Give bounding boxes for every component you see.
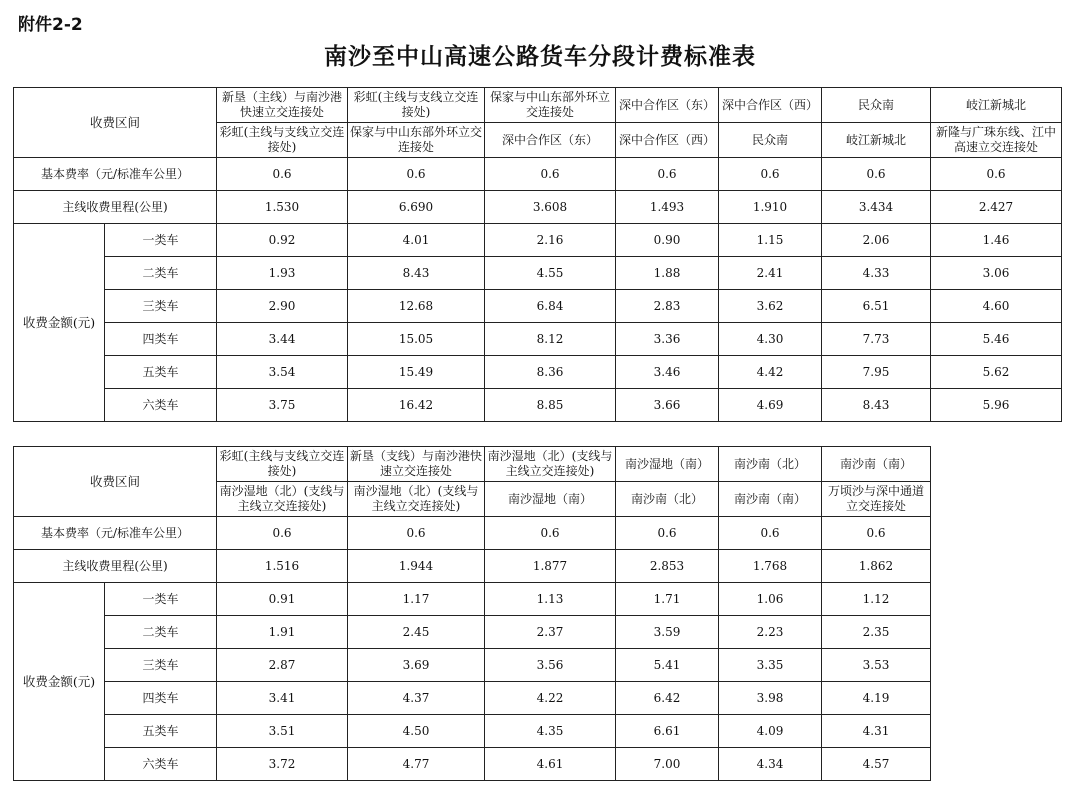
rate-row (14, 517, 931, 550)
mileage-cell: 1.910 (719, 191, 822, 224)
amount-cell: 4.09 (719, 715, 822, 748)
rate-cell: 0.6 (348, 517, 485, 550)
mileage-label: 主线收费里程(公里) (14, 550, 217, 583)
interval-label: 收费区间 (14, 447, 217, 517)
amount-cell: 2.23 (719, 616, 822, 649)
mileage-cell: 3.434 (822, 191, 931, 224)
amount-cell: 2.45 (348, 616, 485, 649)
amount-cell: 4.55 (485, 257, 616, 290)
amount-cell: 15.49 (348, 356, 485, 389)
amount-cell: 12.68 (348, 290, 485, 323)
class-row (14, 323, 1062, 356)
amount-cell: 7.73 (822, 323, 931, 356)
amount-cell: 1.88 (616, 257, 719, 290)
from-cell: 南沙湿地（北）(支线与主线立交连接处) (485, 447, 616, 482)
to-cell: 岐江新城北 (822, 123, 931, 158)
interval-label: 收费区间 (14, 88, 217, 158)
class-name: 一类车 (105, 224, 217, 257)
amount-cell: 5.41 (616, 649, 719, 682)
amount-label: 收费金额(元) (14, 224, 105, 422)
amount-cell: 4.42 (719, 356, 822, 389)
rate-cell: 0.6 (217, 517, 348, 550)
amount-cell: 4.31 (822, 715, 931, 748)
mileage-cell: 2.427 (931, 191, 1062, 224)
class-name: 三类车 (105, 649, 217, 682)
amount-cell: 4.30 (719, 323, 822, 356)
class-name: 三类车 (105, 290, 217, 323)
to-cell: 万顷沙与深中通道立交连接处 (822, 482, 931, 517)
rate-cell: 0.6 (616, 158, 719, 191)
amount-cell: 5.62 (931, 356, 1062, 389)
from-cell: 深中合作区（东） (616, 88, 719, 123)
class-row (14, 224, 1062, 257)
amount-cell: 5.46 (931, 323, 1062, 356)
class-name: 四类车 (105, 682, 217, 715)
amount-cell: 0.92 (217, 224, 348, 257)
from-cell: 彩虹(主线与支线立交连接处) (217, 447, 348, 482)
page-title: 南沙至中山高速公路货车分段计费标准表 (324, 43, 756, 70)
mileage-cell: 1.530 (217, 191, 348, 224)
mileage-cell: 1.944 (348, 550, 485, 583)
amount-cell: 6.51 (822, 290, 931, 323)
amount-cell: 3.56 (485, 649, 616, 682)
amount-cell: 1.93 (217, 257, 348, 290)
amount-cell: 3.44 (217, 323, 348, 356)
to-cell: 深中合作区（西） (616, 123, 719, 158)
rate-label: 基本费率（元/标准车公里） (14, 517, 217, 550)
mileage-cell: 1.493 (616, 191, 719, 224)
from-cell: 新垦（支线）与南沙港快速立交连接处 (348, 447, 485, 482)
class-name: 四类车 (105, 323, 217, 356)
from-cell: 深中合作区（西） (719, 88, 822, 123)
mileage-label: 主线收费里程(公里) (14, 191, 217, 224)
class-name: 五类车 (105, 356, 217, 389)
from-cell: 南沙南（南） (822, 447, 931, 482)
amount-cell: 3.66 (616, 389, 719, 422)
amount-cell: 3.54 (217, 356, 348, 389)
rate-cell: 0.6 (616, 517, 719, 550)
rate-cell: 0.6 (719, 158, 822, 191)
amount-cell: 15.05 (348, 323, 485, 356)
amount-cell: 1.15 (719, 224, 822, 257)
amount-cell: 3.46 (616, 356, 719, 389)
amount-cell: 3.36 (616, 323, 719, 356)
amount-cell: 1.91 (217, 616, 348, 649)
rate-cell: 0.6 (719, 517, 822, 550)
amount-cell: 4.60 (931, 290, 1062, 323)
to-cell: 民众南 (719, 123, 822, 158)
amount-cell: 2.83 (616, 290, 719, 323)
to-cell: 南沙湿地（北）(支线与主线立交连接处) (348, 482, 485, 517)
amount-cell: 1.13 (485, 583, 616, 616)
amount-cell: 4.37 (348, 682, 485, 715)
to-cell: 南沙湿地（南） (485, 482, 616, 517)
attachment-label: 附件2-2 (18, 15, 83, 35)
from-cell: 新垦（主线）与南沙港快速立交连接处 (217, 88, 348, 123)
rate-cell: 0.6 (822, 158, 931, 191)
amount-cell: 4.77 (348, 748, 485, 781)
amount-cell: 0.91 (217, 583, 348, 616)
toll-table-1 (13, 87, 1062, 422)
amount-cell: 4.69 (719, 389, 822, 422)
to-cell: 彩虹(主线与支线立交连接处) (217, 123, 348, 158)
mileage-cell: 1.516 (217, 550, 348, 583)
amount-cell: 4.34 (719, 748, 822, 781)
amount-cell: 3.51 (217, 715, 348, 748)
amount-cell: 3.72 (217, 748, 348, 781)
from-cell: 岐江新城北 (931, 88, 1062, 123)
rate-row (14, 158, 1062, 191)
to-cell: 南沙湿地（北）(支线与主线立交连接处) (217, 482, 348, 517)
amount-cell: 2.87 (217, 649, 348, 682)
class-row (14, 649, 931, 682)
amount-cell: 8.12 (485, 323, 616, 356)
amount-cell: 4.33 (822, 257, 931, 290)
class-row (14, 583, 931, 616)
amount-cell: 3.98 (719, 682, 822, 715)
amount-cell: 4.01 (348, 224, 485, 257)
amount-cell: 3.53 (822, 649, 931, 682)
amount-cell: 3.62 (719, 290, 822, 323)
class-name: 二类车 (105, 616, 217, 649)
amount-cell: 0.90 (616, 224, 719, 257)
to-cell: 保家与中山东部外环立交连接处 (348, 123, 485, 158)
amount-cell: 1.12 (822, 583, 931, 616)
amount-cell: 4.19 (822, 682, 931, 715)
rate-label: 基本费率（元/标准车公里） (14, 158, 217, 191)
class-row (14, 389, 1062, 422)
amount-cell: 1.46 (931, 224, 1062, 257)
from-cell: 保家与中山东部外环立交连接处 (485, 88, 616, 123)
rate-cell: 0.6 (485, 517, 616, 550)
rate-cell: 0.6 (217, 158, 348, 191)
amount-cell: 6.84 (485, 290, 616, 323)
mileage-row (14, 191, 1062, 224)
to-cell: 深中合作区（东） (485, 123, 616, 158)
mileage-cell: 2.853 (616, 550, 719, 583)
header-row-from (14, 88, 1062, 123)
class-name: 六类车 (105, 389, 217, 422)
mileage-cell: 1.877 (485, 550, 616, 583)
toll-table-2 (13, 446, 931, 781)
amount-cell: 8.43 (348, 257, 485, 290)
class-name: 二类车 (105, 257, 217, 290)
rate-cell: 0.6 (348, 158, 485, 191)
class-row (14, 748, 931, 781)
amount-cell: 1.17 (348, 583, 485, 616)
class-row (14, 616, 931, 649)
mileage-cell: 1.862 (822, 550, 931, 583)
amount-cell: 7.95 (822, 356, 931, 389)
amount-cell: 4.22 (485, 682, 616, 715)
rate-cell: 0.6 (485, 158, 616, 191)
class-name: 五类车 (105, 715, 217, 748)
amount-cell: 3.69 (348, 649, 485, 682)
from-cell: 民众南 (822, 88, 931, 123)
amount-cell: 3.41 (217, 682, 348, 715)
amount-cell: 6.61 (616, 715, 719, 748)
header-row-from (14, 447, 931, 482)
class-row (14, 356, 1062, 389)
mileage-row (14, 550, 931, 583)
to-cell: 南沙南（北） (616, 482, 719, 517)
amount-cell: 2.37 (485, 616, 616, 649)
amount-cell: 5.96 (931, 389, 1062, 422)
class-row (14, 682, 931, 715)
amount-cell: 16.42 (348, 389, 485, 422)
from-cell: 彩虹(主线与支线立交连接处) (348, 88, 485, 123)
amount-cell: 4.50 (348, 715, 485, 748)
amount-cell: 2.16 (485, 224, 616, 257)
amount-cell: 3.06 (931, 257, 1062, 290)
amount-cell: 7.00 (616, 748, 719, 781)
amount-cell: 1.06 (719, 583, 822, 616)
class-row (14, 290, 1062, 323)
from-cell: 南沙湿地（南） (616, 447, 719, 482)
amount-cell: 1.71 (616, 583, 719, 616)
mileage-cell: 1.768 (719, 550, 822, 583)
amount-cell: 2.90 (217, 290, 348, 323)
amount-cell: 2.41 (719, 257, 822, 290)
amount-cell: 3.59 (616, 616, 719, 649)
amount-cell: 8.43 (822, 389, 931, 422)
amount-cell: 4.35 (485, 715, 616, 748)
mileage-cell: 6.690 (348, 191, 485, 224)
rate-cell: 0.6 (931, 158, 1062, 191)
amount-label: 收费金额(元) (14, 583, 105, 781)
to-cell: 南沙南（南） (719, 482, 822, 517)
class-row (14, 257, 1062, 290)
amount-cell: 4.57 (822, 748, 931, 781)
mileage-cell: 3.608 (485, 191, 616, 224)
amount-cell: 8.36 (485, 356, 616, 389)
amount-cell: 4.61 (485, 748, 616, 781)
amount-cell: 2.35 (822, 616, 931, 649)
amount-cell: 2.06 (822, 224, 931, 257)
amount-cell: 3.35 (719, 649, 822, 682)
amount-cell: 8.85 (485, 389, 616, 422)
from-cell: 南沙南（北） (719, 447, 822, 482)
amount-cell: 3.75 (217, 389, 348, 422)
class-name: 一类车 (105, 583, 217, 616)
amount-cell: 6.42 (616, 682, 719, 715)
class-name: 六类车 (105, 748, 217, 781)
class-row (14, 715, 931, 748)
rate-cell: 0.6 (822, 517, 931, 550)
to-cell: 新隆与广珠东线、江中高速立交连接处 (931, 123, 1062, 158)
